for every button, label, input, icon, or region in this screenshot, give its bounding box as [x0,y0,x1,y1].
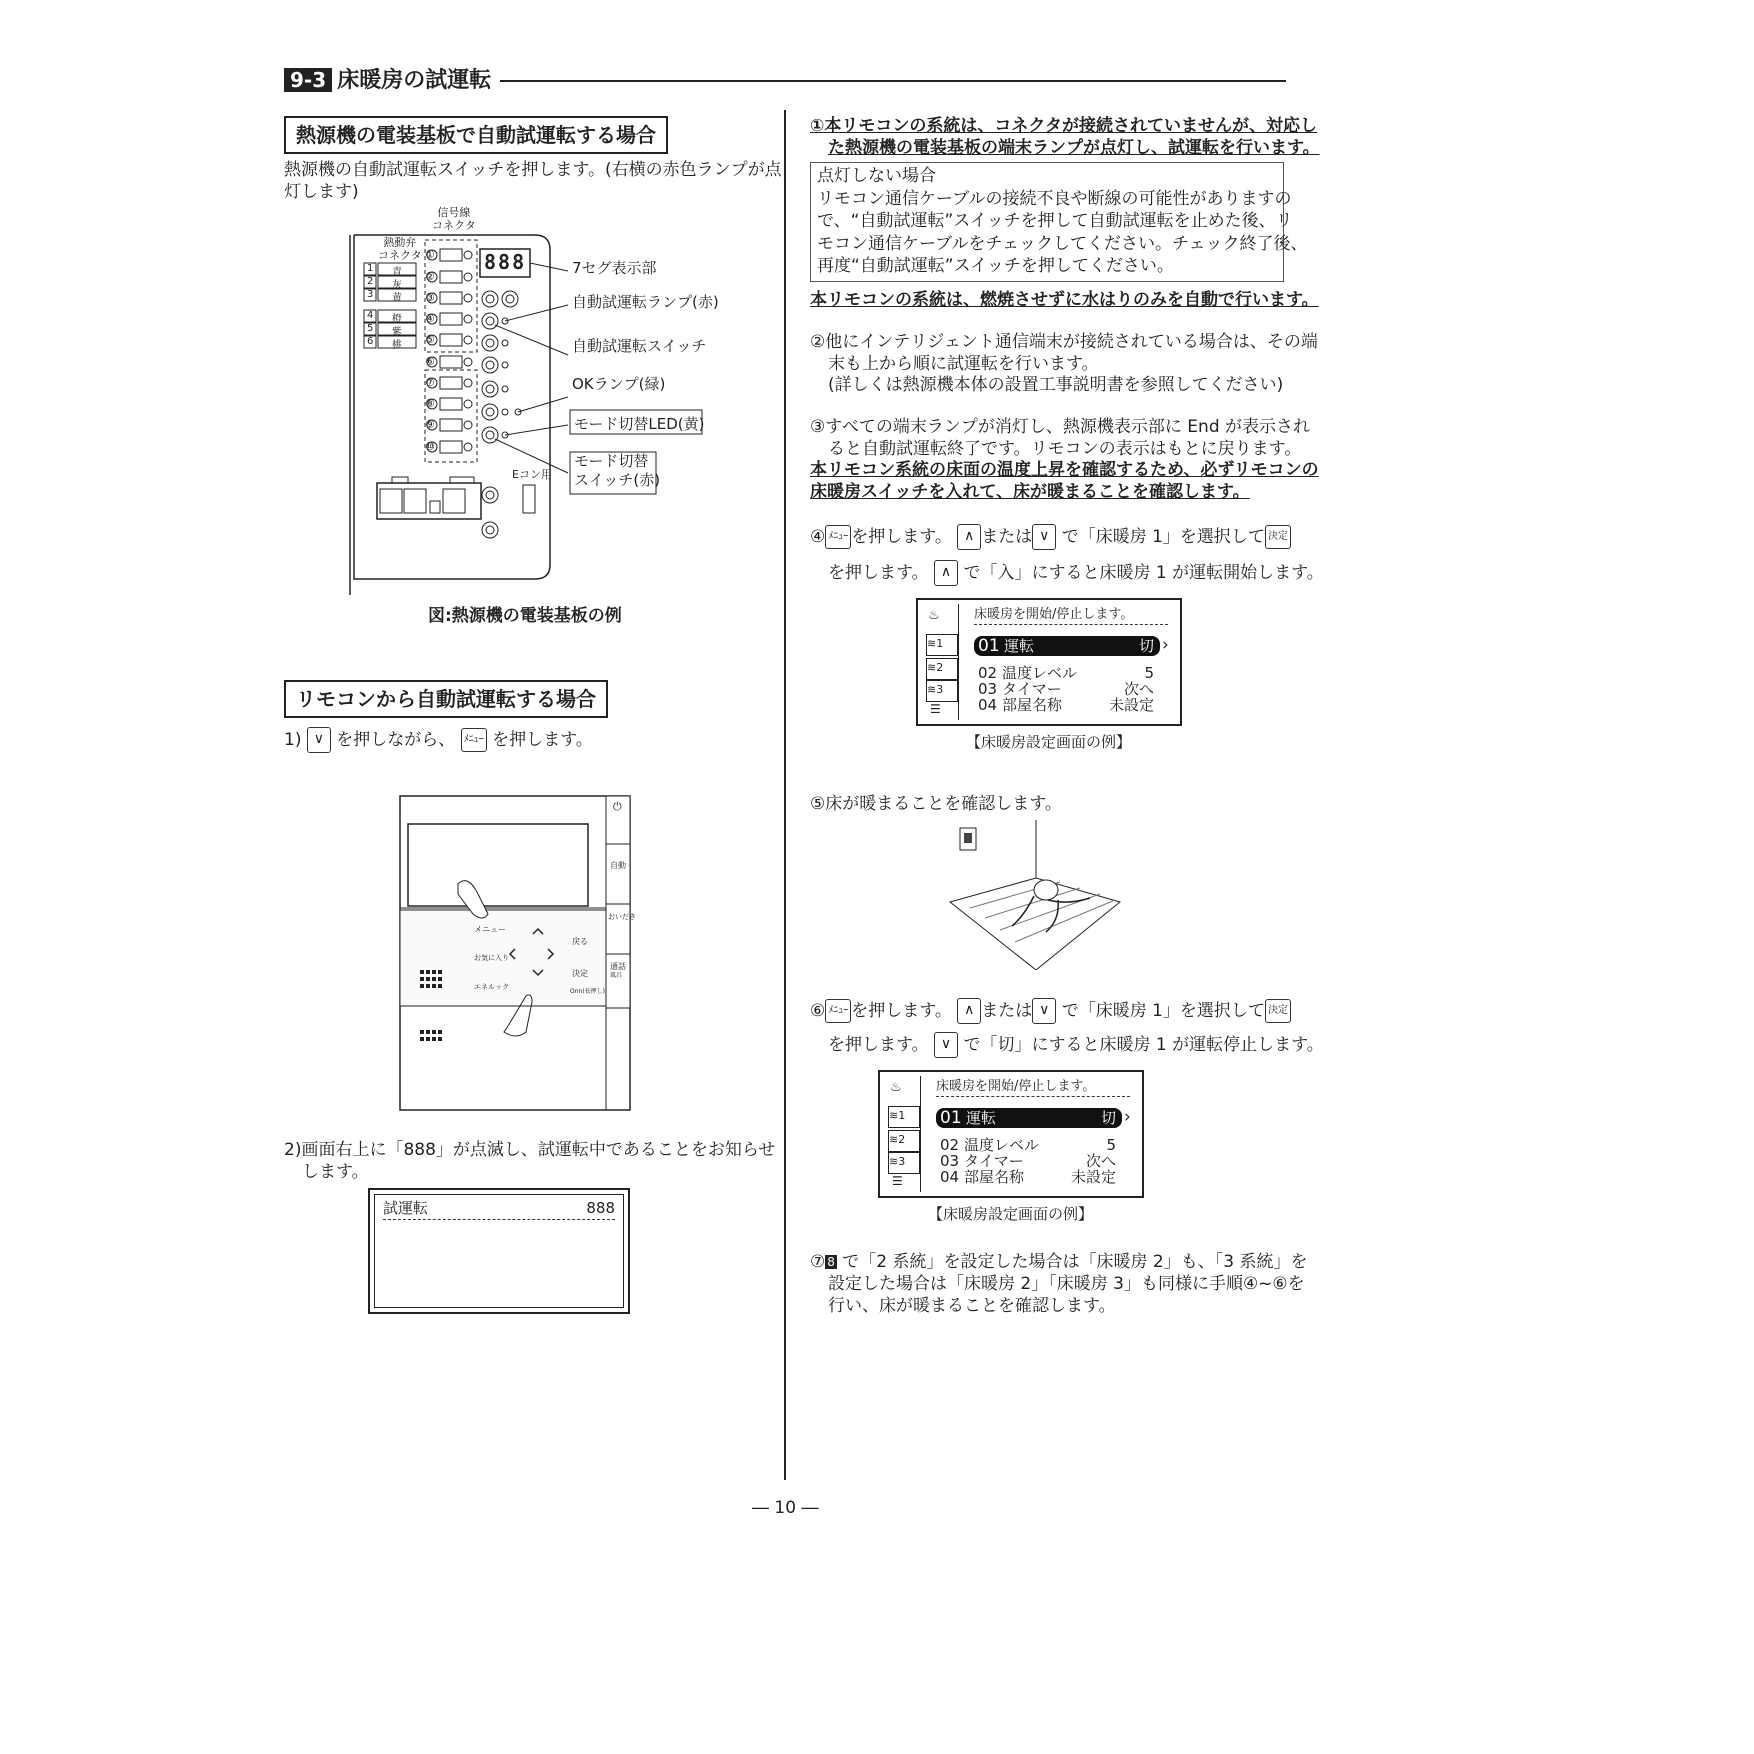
row-val: 未設定 [1070,1168,1116,1186]
step4-text: を押します。 [851,527,952,547]
mode-switch-line2: スイッチ(赤) [574,471,661,489]
floor-heat-icon: ≋3 [888,1152,920,1174]
up-key[interactable]: ∧ [957,524,981,550]
valve-num: 5 [367,323,374,334]
remote-oidaki-button[interactable]: おいだき [608,913,636,921]
note-line: モコン通信ケーブルをチェックしてください。チェック終了後、 [817,233,1308,254]
row-name: 運転 [966,1109,997,1127]
row-val: 未設定 [1108,696,1154,714]
intro-line-2: 灯します) [284,182,359,202]
signal-connector-label [432,206,476,232]
row-no: 02 [940,1136,960,1154]
floor-heat-icon: ≋2 [888,1130,920,1152]
remote-tsuwa-button[interactable] [610,962,626,980]
row-name: 温度レベル [964,1136,1040,1154]
valve-label-1: 熱動弁 [383,236,417,249]
step6-text-c: を押します。 [828,1035,929,1055]
stove-icon: ☰ [892,1174,903,1188]
valve-num: 1 [367,263,374,274]
row-val: 切 [1138,637,1154,655]
floor-heat-icon: ≋2 [926,658,958,680]
lcd-caption-2: 【床暖房設定画面の例】 [928,1205,1094,1223]
row-val: 次へ [1085,1152,1116,1170]
floor-heat-lcd-2 [878,1070,1144,1198]
step4-text-c: を押します。 [828,563,929,583]
section-header [284,66,491,95]
valve-color: 紫 [392,327,402,338]
valve-color: 橙 [392,314,402,325]
callout-auto-switch: 自動試運転スイッチ [572,337,707,355]
note-line: 点灯しない場合 [817,166,936,186]
bath-icon: ♨ [928,608,940,623]
tsuwa-label: 通話 [610,962,626,971]
step6-num: ⑥ [810,1001,826,1021]
subheading-remote-test: リモコンから自動試運転する場合 [284,680,608,718]
signal-label-2: コネクタ [432,219,476,232]
menu-key[interactable]: ﾒﾆｭｰ [825,525,851,549]
step5: ⑤床が暖まることを確認します。 [810,794,1062,814]
row-val: 5 [1106,1136,1116,1154]
ecom-label: Eコン用 [512,468,552,481]
row-no: 01 [978,636,1000,656]
row-val: 切 [1100,1109,1116,1127]
side-num: 2 [936,661,944,674]
row-name: 温度レベル [1002,664,1078,682]
intro-line-1: 熱源機の自動試運転スイッチを押します。(右横の赤色ランプが点 [284,160,782,180]
floor-heat-icon: ≋1 [926,634,958,656]
remote-control-illustration [398,794,634,1112]
connector-no: ⑥ [425,355,435,368]
step7-text-a: で「2 系統」を設定した場合は「床暖房 2」も、「3 系統」を [842,1252,1308,1272]
row-no: 03 [940,1152,960,1170]
side-num: 1 [936,637,944,650]
step7-num: ⑦ [810,1252,826,1272]
step1 [284,727,593,753]
lcd-row[interactable] [940,1168,1116,1186]
step4-line-2 [828,560,1324,586]
connector-no: ③ [425,291,435,304]
p3-bold-2: 床暖房スイッチを入れて、床が暖まることを確認します。 [810,482,1250,502]
p1-line-1: ①本リモコンの系統は、コネクタが接続されていませんが、対応し [810,116,1318,136]
note-line: で、“自動試運転”スイッチを押して自動試運転を止めた後、リ [817,211,1293,231]
mode-switch-line1: モード切替 [574,452,649,470]
remote-eco-button[interactable]: エネルック [474,983,509,991]
up-key[interactable]: ∧ [934,560,958,586]
connector-no: ① [425,248,435,261]
down-key[interactable]: ∨ [934,1032,958,1058]
p2-line-1: ②他にインテリジェント通信端末が接続されている場合は、その端 [810,332,1318,352]
callout-auto-lamp: 自動試運転ランプ(赤) [572,293,719,311]
ok-key[interactable]: 決定 [1265,999,1291,1023]
step6-text: を押します。 [851,1001,952,1021]
valve-color: 桃 [392,340,402,351]
connector-no: ④ [425,312,435,325]
lcd-caption-1: 【床暖房設定画面の例】 [966,733,1132,751]
step4-num: ④ [810,527,826,547]
step1-num: 1) [284,730,302,750]
connector-no: ⑩ [425,440,435,453]
step6-text-b: で「床暖房 1」を選択して [1061,1001,1265,1021]
lcd-row-selected[interactable] [974,636,1160,656]
callout-mode-switch [574,452,660,490]
tsuwa-sub-label: 風呂 [610,972,623,979]
remote-note: Onn(長押し) [570,988,606,995]
row-no: 03 [978,680,998,698]
signal-label-1: 信号線 [437,206,471,219]
row-name: 部屋名称 [1002,696,1063,714]
p1-line-2: た熱源機の電装基板の端末ランプが点灯し、試運転を行います。 [828,138,1320,158]
valve-color: 灰 [392,280,402,291]
step7-line-2: 設定した場合は「床暖房 2」「床暖房 3」も同様に手順④~⑥を [828,1274,1305,1294]
section-number: 9-3 [284,68,332,92]
connector-no: ② [425,270,435,283]
step7-line-1 [810,1250,1307,1274]
remote-auto-button[interactable]: 自動 [610,861,626,870]
side-num: 3 [898,1155,906,1168]
step4-text-b: で「床暖房 1」を選択して [1061,527,1265,547]
step1-text-a: を押しながら、 [336,730,456,750]
step6-line-2 [828,1032,1324,1058]
step2-line-1: 2)画面右上に「888」が点滅し、試運転中であることをお知らせ [284,1140,776,1160]
section-title: 床暖房の試運転 [337,68,492,93]
up-key[interactable]: ∧ [957,998,981,1024]
step4-text-d: で「入」にすると床暖房 1 が運転開始します。 [963,563,1324,583]
test-lcd-value: 888 [586,1199,615,1217]
row-no: 04 [978,696,998,714]
valve-num: 2 [367,276,374,287]
callout-seg7: 7セグ表示部 [572,259,657,277]
callout-ok-lamp: OKランプ(緑) [572,375,666,393]
row-val: 5 [1144,664,1154,682]
p1-bold: 本リモコンの系統は、燃焼させずに水はりのみを自動で行います。 [810,290,1319,310]
menu-key[interactable]: ﾒﾆｭｰ [825,999,851,1023]
row-no: 02 [978,664,998,682]
test-lcd-label: 試運転 [383,1199,429,1217]
remote-menu-button[interactable]: メニュー [474,925,506,934]
valve-num: 4 [367,310,374,321]
connector-no: ⑤ [425,333,435,346]
step4-line-1 [810,524,1291,550]
step2-line-2: します。 [302,1162,369,1182]
p3-bold-1: 本リモコン系統の床面の温度上昇を確認するため、必ずリモコンの [810,460,1319,480]
side-num: 1 [898,1109,906,1122]
valve-label-2: コネクタ [378,249,422,262]
remote-ok-button[interactable]: 決定 [572,969,588,978]
lcd-row[interactable] [978,696,1154,714]
note-box [810,162,1308,282]
row-val: 次へ [1123,680,1154,698]
p3-line-2: ると自動試運転終了です。リモコンの表示はもとに戻ります。 [828,439,1302,459]
step1-text-b: を押します。 [492,730,593,750]
valve-connector-label [378,236,422,262]
down-key[interactable]: ∨ [1032,524,1056,550]
step6-text-d: で「切」にすると床暖房 1 が運転停止します。 [963,1035,1324,1055]
valve-color: 青 [392,267,402,278]
ok-key[interactable]: 決定 [1265,525,1291,549]
floor-heat-icon: ≋3 [926,680,958,702]
lcd-title: 床暖房を開始/停止します。 [936,1078,1130,1097]
figure-caption: 図:熱源機の電装基板の例 [428,606,622,626]
remote-back-button[interactable]: 戻る [572,937,588,946]
valve-num: 3 [367,289,374,300]
row-no: 04 [940,1168,960,1186]
valve-num: 6 [367,336,374,347]
bath-icon: ♨ [890,1080,902,1095]
row-name: 部屋名称 [964,1168,1025,1186]
note-line: リモコン通信ケーブルの接続不良や断線の可能性がありますの [817,188,1292,209]
p2-line-2: 末も上から順に試運転を行います。 [828,354,1099,374]
remote-power-button[interactable]: ⏻ [613,800,622,813]
test-lcd [368,1188,630,1314]
side-num: 2 [898,1133,906,1146]
floor-heat-lcd-1 [916,598,1182,726]
page-number: ― 10 ― [752,1498,819,1518]
seven-seg-display: 888 [484,250,527,274]
step7-line-3: 行い、床が暖まることを確認します。 [828,1296,1116,1316]
note-line: 再度“自動試運転”スイッチを押してください。 [817,256,1174,276]
connector-no: ⑦ [425,376,435,389]
stove-icon: ☰ [930,702,941,716]
down-key[interactable]: ∨ [307,727,331,753]
row-no: 01 [940,1108,962,1128]
step6-line-1 [810,998,1291,1024]
connector-no: ⑨ [425,418,435,431]
column-divider [784,110,786,1480]
header-rule [500,80,1286,82]
lcd-title: 床暖房を開始/停止します。 [974,606,1168,625]
row-name: タイマー [1002,680,1062,698]
down-key[interactable]: ∨ [1032,998,1056,1024]
right-arrow-icon: › [1162,635,1169,655]
connector-no: ⑧ [425,397,435,410]
p3-line-1: ③すべての端末ランプが消灯し、熱源機表示部に End が表示され [810,417,1311,437]
side-num: 3 [936,683,944,696]
setting-8-badge: 8 [827,1255,835,1269]
row-name: タイマー [964,1152,1024,1170]
valve-color: 黄 [392,293,402,304]
floor-heat-icon: ≋1 [888,1106,920,1128]
row-name: 運転 [1004,637,1035,655]
right-arrow-icon: › [1124,1107,1131,1127]
subheading-board-test: 熱源機の電装基板で自動試運転する場合 [284,116,668,154]
remote-fav-button[interactable]: お気に入り [474,954,509,962]
step6-or: または [981,1001,1033,1021]
step4-or: または [981,527,1033,547]
p2-line-3: (詳しくは熱源機本体の設置工事説明書を参照してください) [828,375,1284,395]
floor-check-illustration [940,820,1130,970]
lcd-row-selected[interactable] [936,1108,1122,1128]
callout-mode-led: モード切替LED(黄) [574,415,705,433]
menu-key[interactable]: ﾒﾆｭｰ [461,728,487,752]
